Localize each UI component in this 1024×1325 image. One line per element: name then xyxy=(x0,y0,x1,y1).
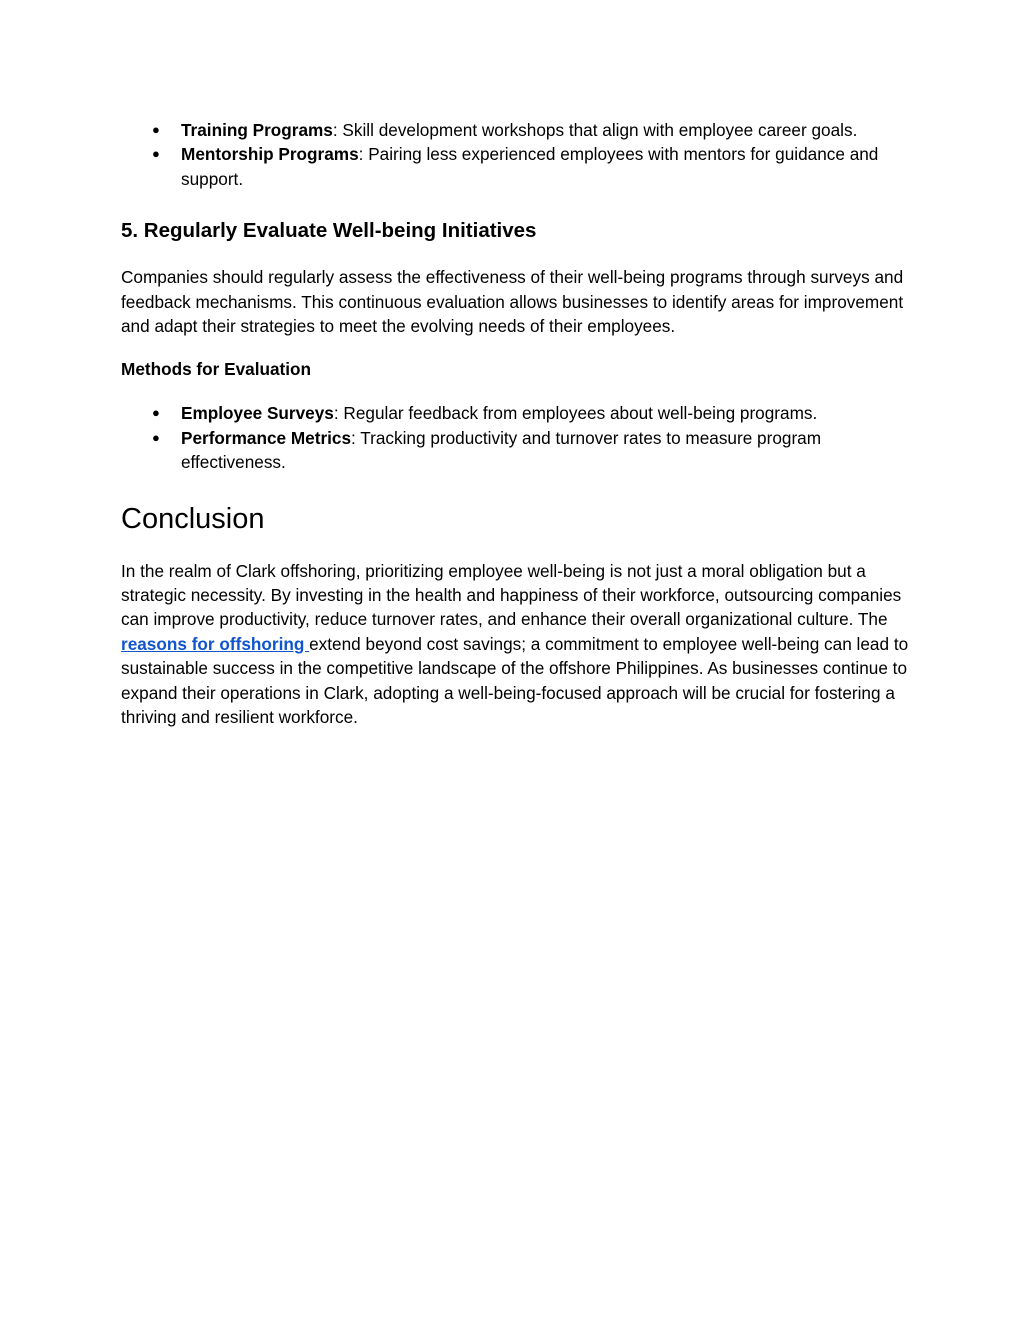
list-item-term: Employee Surveys xyxy=(181,403,334,424)
list-item-desc: : Skill development workshops that align with employee career goals. xyxy=(332,120,858,140)
bullet-icon: ● xyxy=(152,405,160,421)
section-heading: 5. Regularly Evaluate Well-being Initiatives xyxy=(121,219,537,243)
list-item xyxy=(121,426,911,475)
section-paragraph: Companies should regularly assess the effectiveness of their well-being programs through surveys and feedback mechanisms. This continuous evaluation allows businesses to identify areas for improvement and adapt their strategies to meet the evolving needs of their employees. xyxy=(121,267,904,337)
list-item xyxy=(121,142,911,191)
evaluation-methods-list xyxy=(121,401,911,474)
list-item-term: Mentorship Programs xyxy=(181,144,359,165)
list-item-desc: : Regular feedback from employees about well-being programs. xyxy=(333,403,818,424)
conclusion-heading: Conclusion xyxy=(121,502,265,535)
conclusion-text-start: In the realm of Clark offshoring, prioritizing employee well-being is not just a moral obligation but a strategic necessity. By investing in the health and happiness of their workforce, outsourcing companies can improve productivity, reduce turnover rates, and enhance their overall organizational culture. The xyxy=(121,560,902,630)
bullet-icon: ● xyxy=(152,146,160,162)
conclusion-paragraph xyxy=(121,559,911,730)
list-item-term: Performance Metrics xyxy=(181,427,352,448)
list-item-desc: : Pairing less experienced employees with mentors for guidance and support. xyxy=(181,144,879,189)
conclusion-text-end: extend beyond cost savings; a commitment to employee well-being can lead to sustainable success in the competitive landscape of the offshore Philippines. As businesses continue to expand their operations in Clark, adopting a well-being-focused approach will be crucial for fostering a thriving and resilient workforce. xyxy=(121,633,909,728)
document-page xyxy=(121,118,911,730)
list-item xyxy=(121,118,911,142)
list-item xyxy=(121,401,911,425)
list-item-term: Training Programs xyxy=(181,120,333,140)
sub-heading: Methods for Evaluation xyxy=(121,359,312,380)
bullet-icon: ● xyxy=(152,122,160,137)
reasons-for-offshoring-link[interactable]: reasons for offshoring xyxy=(121,633,310,654)
bullet-icon: ● xyxy=(152,429,160,445)
program-list xyxy=(121,118,911,191)
list-item-desc: : Tracking productivity and turnover rates to measure program effectiveness. xyxy=(181,427,822,473)
